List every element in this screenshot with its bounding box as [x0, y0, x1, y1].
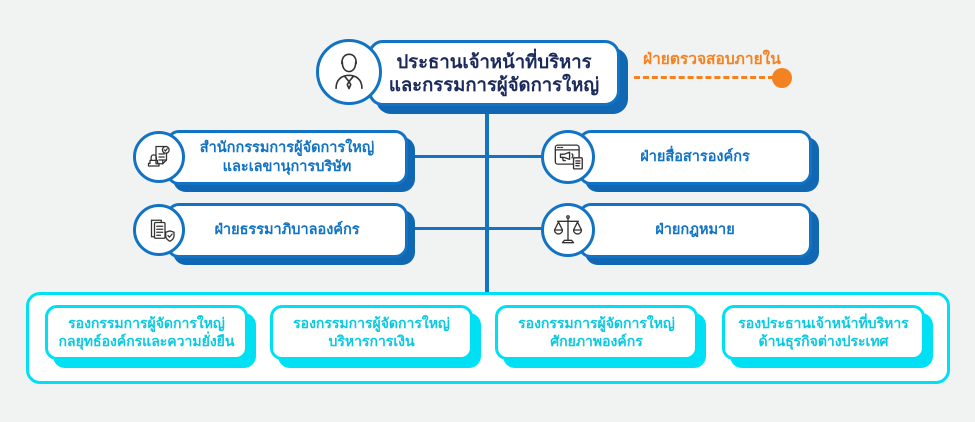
node-deputy-strategy-line1: รองกรรมการผู้จัดการใหญ่ [68, 315, 225, 331]
node-ceo [368, 40, 620, 106]
executive-person-icon [316, 39, 382, 105]
node-corporate-governance [166, 203, 408, 258]
node-legal [578, 203, 812, 258]
node-vp-international-line1: รองประธานเจ้าหน้าที่บริหาร [738, 315, 909, 331]
node-vp-international-line2: ด้านธุรกิจต่างประเทศ [758, 332, 889, 349]
node-office-of-president-line2: และเลขานุการบริษัท [222, 158, 352, 175]
justice-scales-icon [541, 203, 595, 257]
node-corporate-communications-line1: ฝ่ายสื่อสารองค์กร [640, 149, 750, 166]
node-deputy-capability-line1: รองกรรมการผู้จัดการใหญ่ [518, 315, 675, 331]
node-deputy-capability-line2: ศักยภาพองค์กร [550, 332, 643, 349]
node-deputy-strategy-line2: กลยุทธ์องค์กรและความยั่งยืน [58, 332, 235, 349]
documents-shield-icon [133, 204, 185, 256]
node-vp-international-business [722, 305, 925, 360]
node-ceo-title-line2: และกรรมการผู้จัดการใหญ่ [388, 74, 600, 95]
connector-vertical [485, 100, 489, 294]
node-office-of-president [166, 130, 408, 185]
internal-audit-dashed-connector [634, 76, 774, 79]
node-office-of-president-line1: สำนักกรรมการผู้จัดการใหญ่ [199, 140, 375, 157]
node-deputy-finance-line2: บริหารการเงิน [328, 332, 415, 349]
node-corporate-communications [578, 130, 812, 185]
node-ceo-title-line1: ประธานเจ้าหน้าที่บริหาร [396, 50, 592, 72]
node-deputy-finance [270, 305, 473, 360]
connector-row1 [402, 155, 558, 158]
node-deputy-organizational-capability [495, 305, 698, 360]
stamp-document-icon [133, 131, 185, 183]
internal-audit-endpoint-dot [772, 68, 792, 88]
node-corporate-governance-line1: ฝ่ายธรรมาภิบาลองค์กร [214, 222, 360, 239]
internal-audit-label: ฝ่ายตรวจสอบภายใน [643, 51, 781, 68]
node-deputy-strategy-sustainability [45, 305, 248, 360]
node-legal-line1: ฝ่ายกฎหมาย [655, 222, 735, 239]
node-deputy-finance-line1: รองกรรมการผู้จัดการใหญ่ [293, 315, 450, 331]
megaphone-browser-icon [541, 130, 595, 184]
connector-row2 [402, 227, 558, 230]
